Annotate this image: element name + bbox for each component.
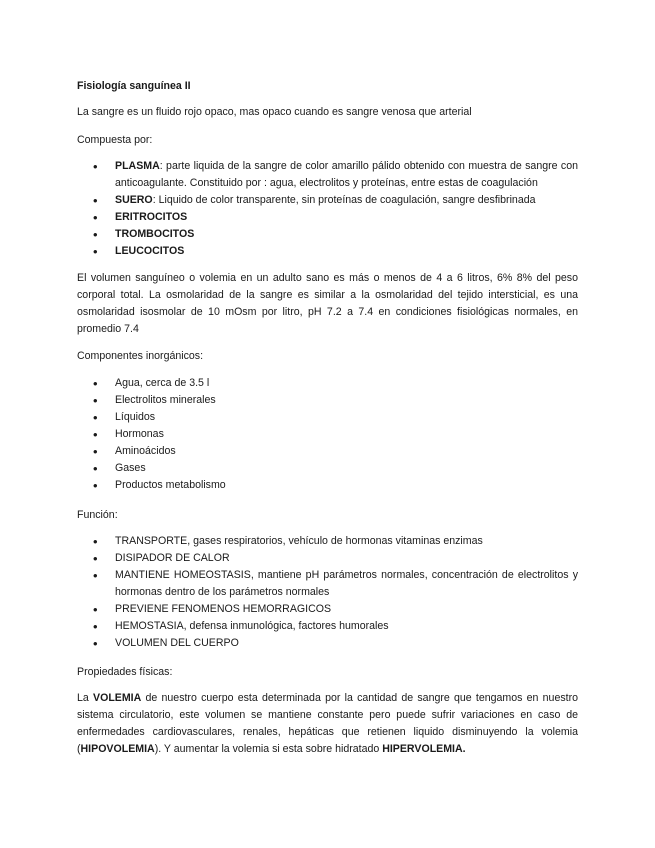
composition-heading: Compuesta por: xyxy=(77,134,153,146)
list-item xyxy=(77,601,578,618)
list-item xyxy=(77,243,578,260)
list-item xyxy=(77,550,578,567)
list-text: MANTIENE HOMEOSTASIS, mantiene pH parámetros normales, concentración de electrolitos y hormonas dentro de los parámetros normales xyxy=(115,569,578,598)
list-term: ERITROCITOS xyxy=(115,211,188,223)
term-volemia: VOLEMIA xyxy=(93,692,142,704)
list-term: SUERO xyxy=(115,194,153,206)
list-text: HEMOSTASIA, defensa inmunológica, factores humorales xyxy=(115,620,389,632)
list-text: Líquidos xyxy=(115,411,156,423)
bullet-icon: • xyxy=(93,636,98,651)
intro-text: La sangre es un fluido rojo opaco, mas opaco cuando es sangre venosa que arterial xyxy=(77,106,472,118)
list-text: Gases xyxy=(115,462,146,474)
list-text: DISIPADOR DE CALOR xyxy=(115,552,230,564)
bullet-icon: • xyxy=(93,210,98,225)
function-list xyxy=(77,533,578,652)
physical-paragraph xyxy=(77,690,578,758)
list-text: Aminoácidos xyxy=(115,445,176,457)
list-text: VOLUMEN DEL CUERPO xyxy=(115,637,239,649)
list-term: PLASMA xyxy=(115,160,160,172)
bullet-icon: • xyxy=(93,461,98,476)
inorganic-heading: Componentes inorgánicos: xyxy=(77,350,204,362)
list-text: Electrolitos minerales xyxy=(115,394,216,406)
list-text: : parte liquida de la sangre de color amarillo pálido obtenido con muestra de sangre con anticoagulante. Constituido por : agua, electrolitos y proteínas, entre estas de coagulación xyxy=(115,160,578,189)
term-hipovolemia: HIPOVOLEMIA xyxy=(80,743,155,755)
list-item xyxy=(77,226,578,243)
physical-heading: Propiedades físicas: xyxy=(77,666,173,678)
document-title: Fisiología sanguínea II xyxy=(77,80,191,92)
bullet-icon: • xyxy=(93,410,98,425)
list-item xyxy=(77,533,578,550)
bullet-icon: • xyxy=(93,393,98,408)
paragraph-text: de nuestro cuerpo esta determinada por la cantidad de sangre que tengamos en nuestro sistema circulatorio, este volumen se mantiene constante pero puede sufrir variaciones en caso de enfermedades cardiovasculares, renales, hepáticas que retienen liquido disminuyendo la volemia ( xyxy=(77,692,578,755)
list-text: : Liquido de color transparente, sin proteínas de coagulación, sangre desfibrinada xyxy=(152,194,536,206)
list-item xyxy=(77,392,578,409)
bullet-icon: • xyxy=(93,427,98,442)
list-item xyxy=(77,477,578,494)
list-item xyxy=(77,443,578,460)
list-item xyxy=(77,426,578,443)
list-item xyxy=(77,375,578,392)
bullet-icon: • xyxy=(93,551,98,566)
list-text: TRANSPORTE, gases respiratorios, vehículo de hormonas vitaminas enzimas xyxy=(115,535,483,547)
bullet-icon: • xyxy=(93,619,98,634)
list-item xyxy=(77,409,578,426)
bullet-icon: • xyxy=(93,159,98,174)
list-item xyxy=(77,460,578,477)
list-item xyxy=(77,209,578,226)
list-text: PREVIENE FENOMENOS HEMORRAGICOS xyxy=(115,603,332,615)
list-item xyxy=(77,618,578,635)
bullet-icon: • xyxy=(93,244,98,259)
paragraph-text: ). Y aumentar la volemia si esta sobre hidratado xyxy=(154,743,383,755)
term-hipervolemia: HIPERVOLEMIA. xyxy=(382,743,466,755)
list-item xyxy=(77,635,578,652)
inorganic-list xyxy=(77,375,578,494)
function-heading: Función: xyxy=(77,509,118,521)
list-text: Hormonas xyxy=(115,428,164,440)
bullet-icon: • xyxy=(93,376,98,391)
bullet-icon: • xyxy=(93,568,98,583)
bullet-icon: • xyxy=(93,193,98,208)
list-item xyxy=(77,192,578,209)
bullet-icon: • xyxy=(93,602,98,617)
composition-list xyxy=(77,158,578,260)
list-item xyxy=(77,567,578,601)
list-term: LEUCOCITOS xyxy=(115,245,185,257)
list-text: Productos metabolismo xyxy=(115,479,226,491)
bullet-icon: • xyxy=(93,227,98,242)
volume-paragraph: El volumen sanguíneo o volemia en un adulto sano es más o menos de 4 a 6 litros, 6% 8% del peso corporal total. La osmolaridad de la sangre es similar a la osmolaridad del tejido intersticial, es una osmolaridad isosmolar de 10 mOsm por litro, pH 7.2 a 7.4 en condiciones fisiológicas normales, en promedio 7.4 xyxy=(77,272,578,335)
list-text: Agua, cerca de 3.5 l xyxy=(115,377,210,389)
bullet-icon: • xyxy=(93,534,98,549)
list-term: TROMBOCITOS xyxy=(115,228,195,240)
list-item xyxy=(77,158,578,192)
paragraph-text: La xyxy=(77,692,94,704)
bullet-icon: • xyxy=(93,478,98,493)
bullet-icon: • xyxy=(93,444,98,459)
